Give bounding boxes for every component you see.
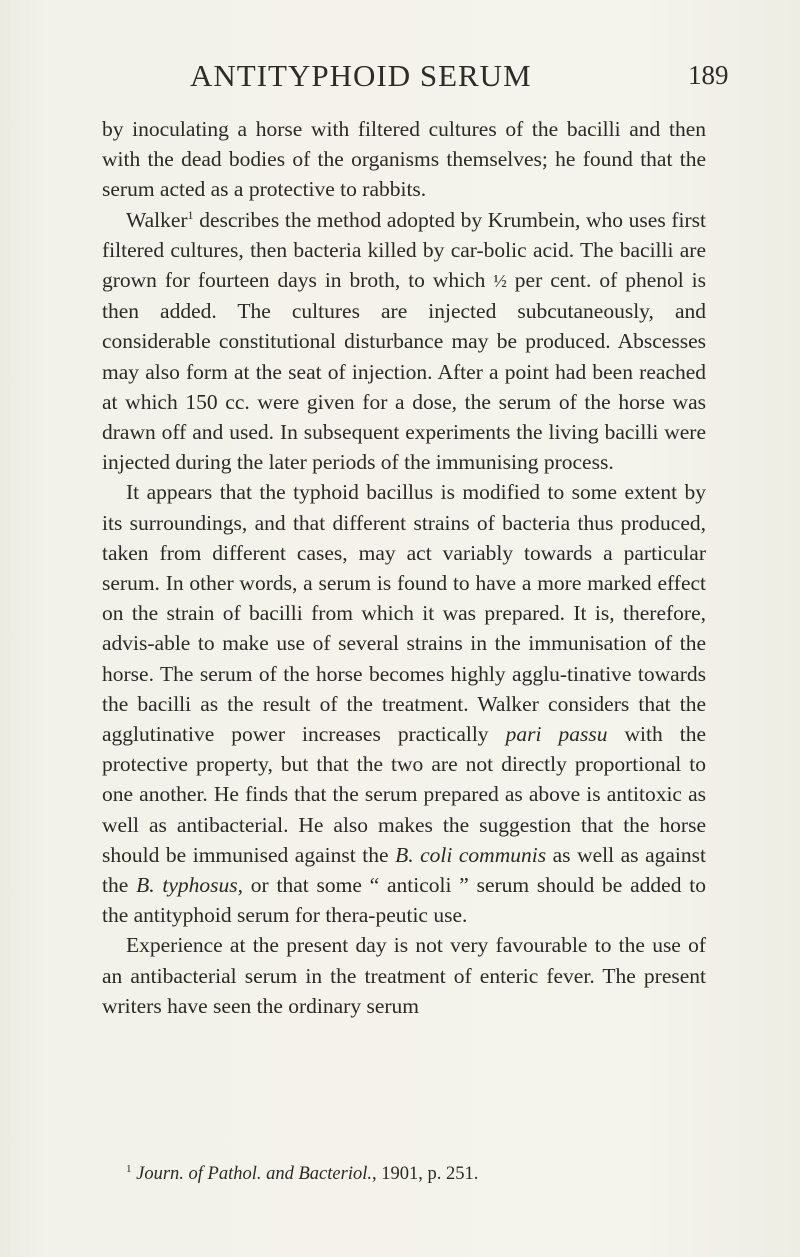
fraction-half: ½ [493, 271, 507, 292]
paragraph-3-text-b: with the protective property, but that the two are not directly proportional to one another. He finds that the serum prepared as above is antitoxic as well as antibacterial. He also makes the suggestion that the horse should be immunised against the [102, 722, 706, 867]
author-walker: Walker [126, 207, 188, 232]
footnote-reference: 1 [187, 207, 194, 222]
page-header [0, 58, 800, 98]
paragraph-3-text-d: , or that some “ anticoli ” serum should be added to the antityphoid serum for thera-peutic use. [102, 873, 706, 928]
italic-pari-passu: pari passu [505, 722, 608, 747]
footnote-journal: Journ. of Pathol. and Bacteriol. [136, 1164, 372, 1184]
paragraph-2 [102, 205, 706, 478]
footnote-marker: 1 [126, 1162, 132, 1175]
paragraph-1: by inoculating a horse with filtered cultures of the bacilli and then with the dead bodies of the organisms themselves; he found that the serum acted as a protective to rabbits. [102, 117, 706, 202]
paragraph-3-text-a: It appears that the typhoid bacillus is modified to some extent by its surroundings, and that different strains of bacteria thus produced, taken from different cases, may act variably towards a particular serum. In other words, a serum is found to have a more marked effect on the strain of bacilli from which it was prepared. It is, therefore, advis-able to make use of several strains in the immunisation of the horse. The serum of the horse becomes highly agglu-tinative towards the bacilli as the result of the treatment. Walker considers that the agglutinative power increases practically [102, 480, 706, 747]
italic-b-typhosus: B. typhosus [136, 873, 238, 898]
paragraph-2-text-b: per cent. of phenol is then added. The cultures are injected subcutaneously, and considerable constitutional disturbance may be produced. Abscesses may also form at the seat of injection. After a point had been reached at which 150 cc. were given for a dose, the serum of the horse was drawn off and used. In subsequent experiments the living bacilli were injected during the later periods of the immunising process. [102, 268, 706, 475]
paragraph-3 [102, 477, 706, 930]
paragraph-4: Experience at the present day is not very favourable to the use of an antibacterial serum in the treatment of enteric fever. The present writers have seen the ordinary serum [102, 933, 706, 1018]
paragraph-3-text-c: as well as against the [102, 842, 706, 898]
paragraph-2-text-a: describes the method adopted by Krumbein, who uses first filtered cultures, then bacteria killed by car-bolic acid. The bacilli are grown for fourteen days in broth, to which [102, 207, 706, 293]
footnote-citation: , 1901, p. 251. [371, 1164, 479, 1184]
body-text [102, 114, 706, 1021]
running-title: ANTITYPHOID SERUM [190, 58, 532, 93]
italic-b-coli: B. coli communis [395, 842, 547, 867]
footnote [126, 1164, 706, 1185]
page-number: 189 [688, 60, 729, 90]
